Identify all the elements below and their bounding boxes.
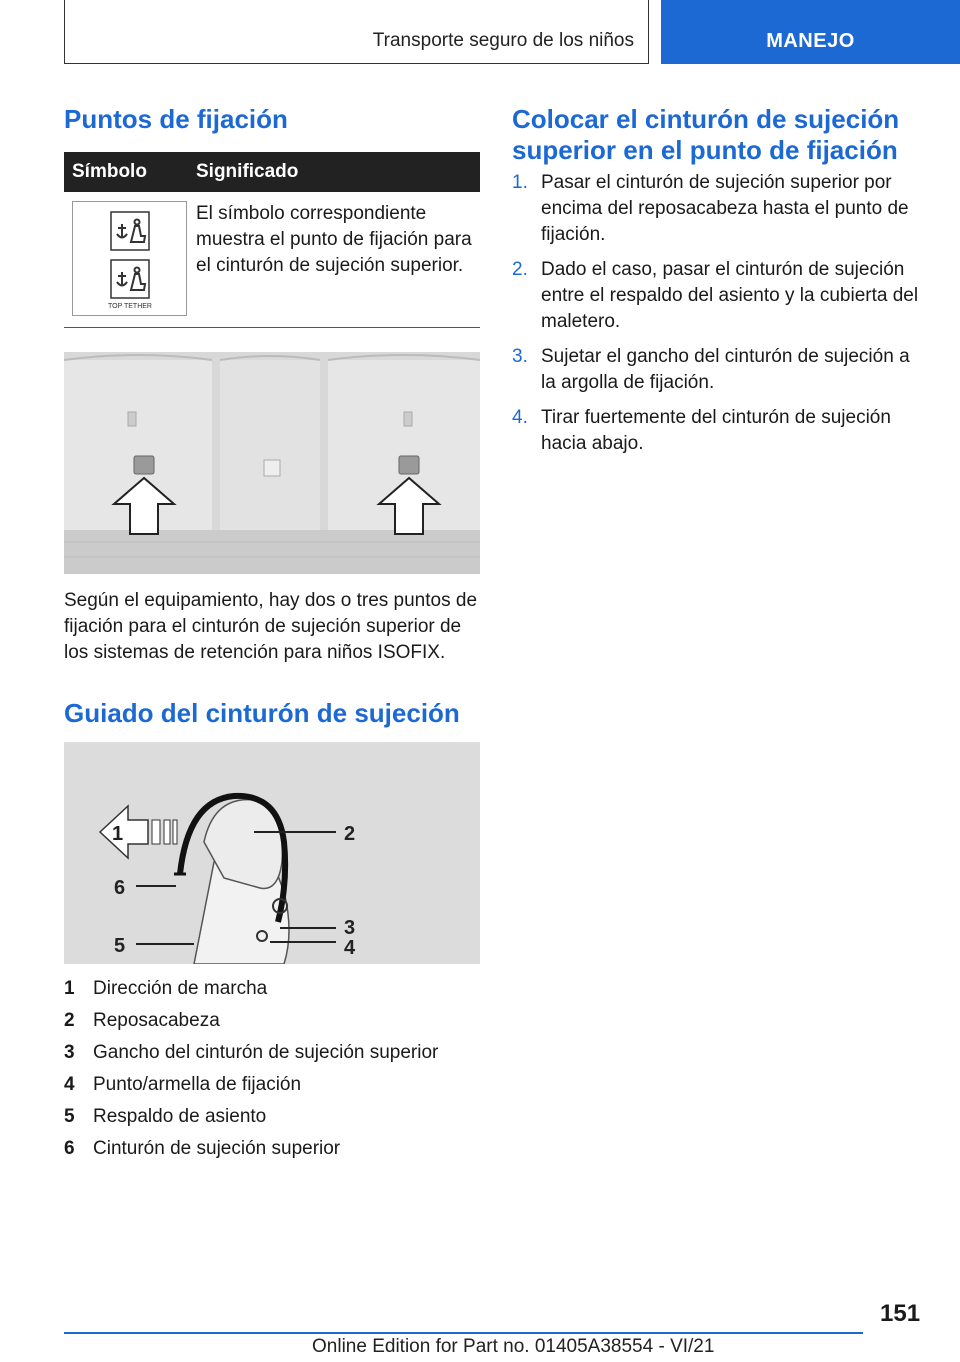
legend-text: Reposacabeza bbox=[93, 1010, 220, 1031]
anchor-points-paragraph: Según el equipamiento, hay dos o tres puntos de fijación para el cinturón de sujeción superior de los sistemas de retención para niños ISOFIX. bbox=[64, 590, 478, 663]
heading-puntos-fijacion: Puntos de fijación bbox=[64, 104, 288, 134]
header-chapter-title: MANEJO bbox=[766, 30, 855, 52]
symbol-table bbox=[64, 152, 480, 328]
list-item bbox=[64, 1040, 480, 1072]
legend-number: 5 bbox=[64, 1106, 75, 1127]
tether-symbol-box bbox=[72, 201, 187, 316]
list-item bbox=[64, 1104, 480, 1136]
legend-text: Punto/armella de fijación bbox=[93, 1074, 302, 1095]
callout-2: 2 bbox=[344, 823, 356, 845]
table-row bbox=[64, 192, 480, 328]
legend-number: 4 bbox=[64, 1074, 75, 1095]
legend-text: Cinturón de sujeción superior bbox=[93, 1138, 341, 1159]
step-number: 3. bbox=[512, 346, 528, 367]
step-number: 2. bbox=[512, 259, 528, 280]
footer-edition: Online Edition for Part no. 01405A38554 - VI/21 bbox=[312, 1336, 715, 1357]
list-item bbox=[64, 1072, 480, 1104]
step-text: Dado el caso, pasar el cinturón de sujeción entre el respaldo del asiento y la cubierta del maletero. bbox=[541, 259, 919, 332]
step-text: Sujetar el gancho del cinturón de sujeción a la argolla de fijación. bbox=[541, 346, 910, 393]
callout-6: 6 bbox=[114, 877, 126, 899]
heading-guiado-cinturon: Guiado del cinturón de sujeción bbox=[64, 698, 460, 728]
legend-text: Respaldo de asiento bbox=[93, 1106, 267, 1127]
step-number: 4. bbox=[512, 407, 528, 428]
step-text: Pasar el cinturón de sujeción superior por encima del reposacabeza hasta el punto de fijación. bbox=[541, 172, 909, 245]
heading-colocar-cinturon: Colocar el cinturón de sujeción superior en el punto de fijación bbox=[512, 104, 900, 165]
list-item bbox=[512, 257, 928, 335]
callout-legend bbox=[64, 976, 480, 1168]
header-section-title: Transporte seguro de los niños bbox=[372, 30, 634, 51]
seat-anchors-image bbox=[64, 352, 480, 574]
callout-4: 4 bbox=[344, 937, 356, 959]
tether-symbol-label: TOP TETHER bbox=[108, 303, 152, 310]
table-meaning-text: El símbolo correspondiente muestra el punto de fijación para el cinturón de sujeción superior. bbox=[196, 203, 472, 276]
callout-1: 1 bbox=[112, 823, 124, 845]
list-item bbox=[512, 344, 928, 396]
legend-text: Dirección de marcha bbox=[93, 978, 268, 999]
procedure-steps bbox=[512, 170, 928, 466]
legend-number: 1 bbox=[64, 978, 75, 999]
legend-number: 3 bbox=[64, 1042, 75, 1063]
list-item bbox=[64, 1136, 480, 1168]
list-item bbox=[512, 170, 928, 248]
legend-number: 6 bbox=[64, 1138, 75, 1159]
list-item bbox=[512, 405, 928, 457]
table-header-symbol: Símbolo bbox=[72, 161, 147, 182]
table-header-meaning: Significado bbox=[196, 161, 299, 182]
footer-divider bbox=[64, 1332, 863, 1334]
callout-5: 5 bbox=[114, 935, 126, 957]
legend-number: 2 bbox=[64, 1010, 75, 1031]
callout-3: 3 bbox=[344, 917, 356, 939]
header-section-tab bbox=[64, 0, 649, 64]
header-chapter-tab bbox=[661, 0, 960, 64]
top-tether-icon bbox=[73, 202, 186, 315]
list-item bbox=[64, 1008, 480, 1040]
list-item bbox=[64, 976, 480, 1008]
legend-text: Gancho del cinturón de sujeción superior bbox=[93, 1042, 439, 1063]
step-number: 1. bbox=[512, 172, 528, 193]
step-text: Tirar fuertemente del cinturón de sujeción hacia abajo. bbox=[541, 407, 891, 454]
tether-routing-image bbox=[64, 742, 480, 964]
page-number: 151 bbox=[880, 1300, 921, 1327]
table-header bbox=[64, 152, 480, 192]
